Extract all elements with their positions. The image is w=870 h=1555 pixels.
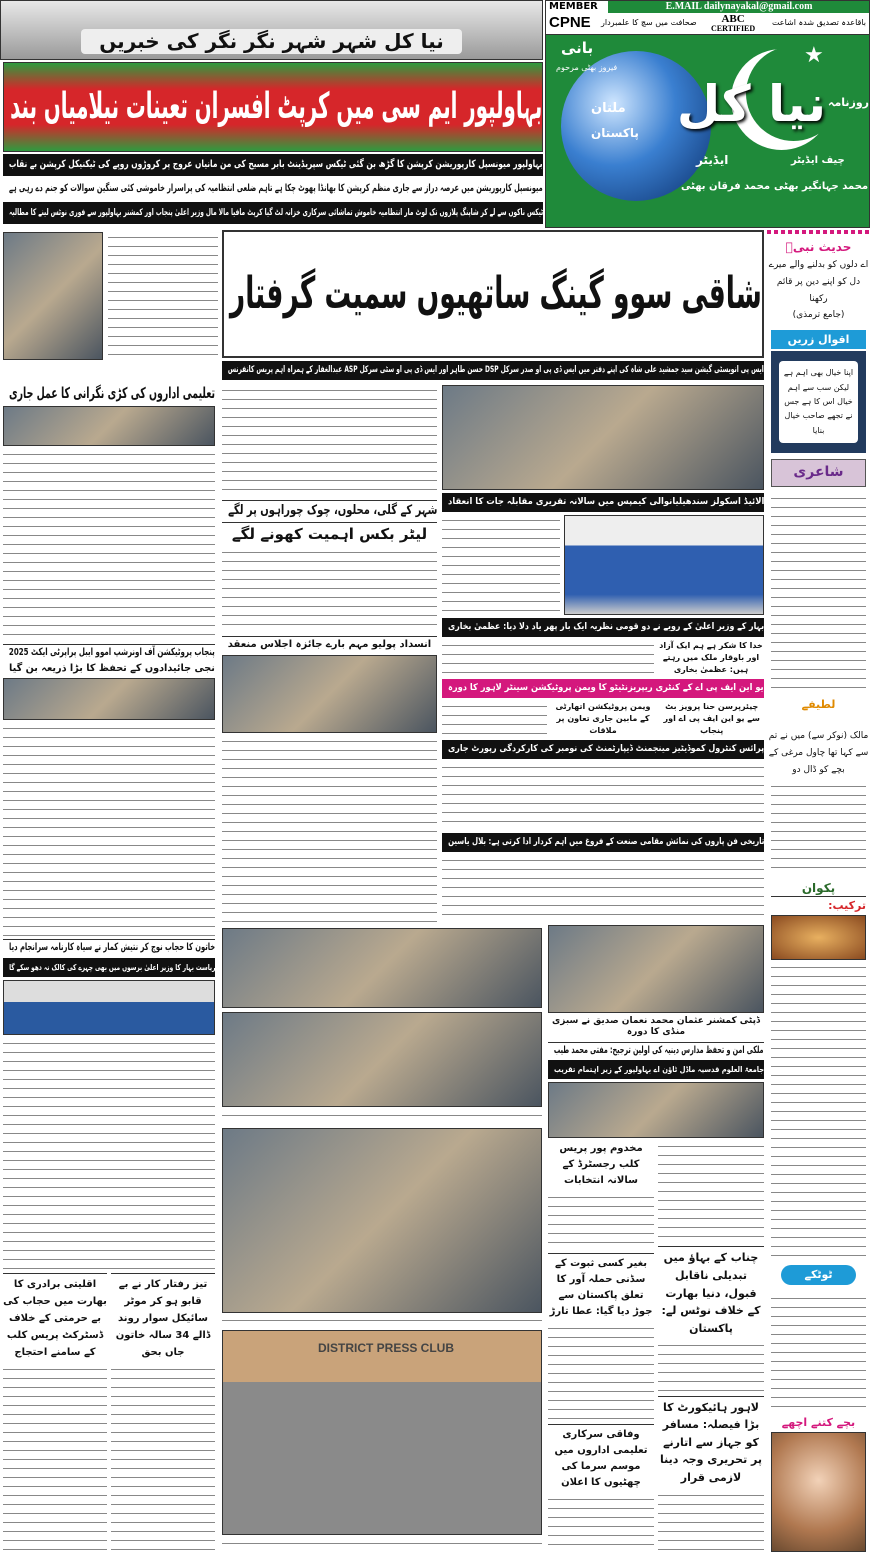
photo-caption [222, 1538, 542, 1550]
bottom-b2: مخدوم پور پریس کلب رجسٹرڈ کے سالانہ انتخابات [559, 1143, 643, 1186]
left-h2b-box [3, 663, 215, 676]
hadith-text: اے دلوں کو بدلنے والے میرے دل کو اپنے دین پر قائم رکھنا [768, 260, 869, 305]
email: E.MAIL dailynayakal@gmail.com [608, 1, 870, 13]
main-strip-box [222, 361, 764, 380]
lead-sub-2: میونسپل کارپوریشن میں عرصہ دراز سے جاری منظم کرپشن کا بھانڈا پھوٹ چکا ہے تاہم ضلعی انتظامیہ کی پراسرار خاموشی کئی سنگین سوالات کو جنم دے رہی ہے [9, 183, 543, 194]
bottom-b4: چناب کے بہاؤ میں تبدیلی ناقابل قبول، دنیا بھارت کے خلاف نوٹس لے: پاکستان [658, 1246, 764, 1337]
bottom-b1-strip-box [548, 1060, 764, 1079]
rm-strip-2: بہار کے وزیر اعلیٰ کے رویے نے دو قومی نظریہ ایک بار پھر یاد دلا دیا: عظمیٰ بخاری [447, 622, 764, 632]
article-text [548, 1192, 654, 1250]
photo-madrasa [548, 1082, 764, 1138]
founder-label: بانی [561, 39, 594, 57]
chief-editor: محمد جہانگیر بھٹی [774, 181, 869, 192]
middle-h1b-box [222, 522, 437, 544]
lead-sub-1-box [3, 154, 543, 176]
main-headline-text: شاقی سوو گینگ ساتھیوں سمیت گرفتار [230, 268, 762, 319]
article-text [548, 1494, 654, 1552]
rm-strip-1-box [442, 493, 764, 512]
bottom-b3: بغیر کسی ثبوت کے سڈنی حملہ آور کا تعلق پاکستان سے جوڑ دیا گیا: عطا تارڑ [548, 1253, 654, 1320]
middle-h2-box [222, 636, 437, 652]
lead-headline-text: بہاولپور ایم سی میں کرپٹ افسران تعینات نیلامیاں بند [9, 86, 542, 127]
dc-caption: ڈپٹی کمشنر عثمان محمد نعمان صدیق نے سبزی منڈی کا دورہ [552, 1016, 760, 1038]
main-strip: ایس پی انویسٹی گیشن سید جمشید علی شاہ کی اپنے دفتر میں ایس ڈی پی او صدر سرکل DSP حسن طاہر اور ایس ڈی پی او سٹی سرکل ASP عبدالغفار کے ہمراہ اہم پریس کانفرنس [228, 365, 764, 375]
aqwal-text: اپنا خیال بھی اہم ہے لیکن سب سے اہم خیال اس کا ہے جس نے تجھے صاحب خیال بنایا [779, 361, 858, 443]
middle-h1a: شہر کے گلی، محلوں، چوک چوراہوں پر لگے [227, 502, 437, 518]
bottom-b1-strip: جامعۃ العلوم قدسیہ ماڈل ٹاؤن اے بہاولپور کے زیر اہتمام تقریب [553, 1065, 764, 1074]
rm-strip-2-box [442, 618, 764, 637]
article-text [3, 449, 215, 642]
left-h3-strip: ریاست بہار کا وزیر اعلیٰ برسوں میں بھی چہرے کی کالک نہ دھو سکے گا [8, 962, 215, 972]
newspaper-name: نیا کل [676, 75, 826, 133]
banner-title: نیا کل شہر شہر نگر نگر کی خبریں [99, 29, 444, 53]
photo-meeting [222, 655, 437, 733]
left-h1-box [3, 384, 215, 403]
rm-strip-5-box [442, 833, 764, 852]
photo-child [771, 1432, 866, 1552]
hadith-title: حدیث نبیؐ [785, 240, 852, 254]
bottom-b6: وفاقی سرکاری تعلیمی اداروں میں موسم سرما کی چھٹیوں کا اعلان [548, 1424, 654, 1491]
city-pakistan: پاکستان [591, 126, 639, 140]
middle-h1b: لیٹر بکس اہمیت کھونے لگے [231, 524, 428, 543]
totke-text [771, 1293, 866, 1408]
photo [3, 678, 215, 720]
article-text [222, 736, 437, 923]
photo-vegetable-market [548, 925, 764, 1013]
article-text [111, 1364, 215, 1552]
article-text [442, 855, 764, 923]
poetry-text [771, 493, 866, 688]
totke-title: ٹوٹکے [781, 1265, 856, 1285]
left-h3-box [3, 939, 215, 955]
left-h2a: پنجاب پروٹیکشن آف اونرشپ اموو ایبل پراپرٹی ایکٹ 2025 [9, 647, 215, 659]
right-middle-column [442, 385, 764, 922]
left-h1: تعلیمی اداروں کی کڑی نگرانی کا عمل جاری [8, 384, 215, 402]
editor-label: ایڈیٹر [696, 153, 729, 167]
banner-title-box [81, 29, 462, 54]
left-h4: اقلیتی برادری کا بھارت میں حجاب کی بے حرمتی کے خلاف ڈسٹرکٹ پریس کلب کے سامنے احتجاج [3, 1273, 107, 1361]
article-text [658, 1141, 764, 1243]
photo-caption [222, 1110, 542, 1122]
cpne-label: CPNE [549, 14, 591, 31]
photo-rescue [222, 1012, 542, 1107]
editor: محمد فرقان بھٹی [681, 181, 771, 192]
latife-more [771, 781, 866, 871]
abc-certified: ABC CERTIFIED [711, 13, 756, 33]
sidebar [767, 230, 870, 1552]
rm-strip-4: پرائس کنٹرول کموڈیٹیز مینجمنٹ ڈیپارٹمنٹ کی نومبر کی کارکردگی رپورٹ جاری [447, 744, 764, 754]
city-multan: ملتان [591, 101, 626, 116]
member-label: MEMBER [549, 1, 598, 12]
article-text [658, 1490, 764, 1552]
masthead: MEMBER CPNE E.MAIL dailynayakal@gmail.com صحافت میں سچ کا علمبردار ABC CERTIFIED باقاعدہ تصدیق شدہ اشاعت ★ بانی فیروز بھٹی مرحوم ملتان پاکستان نیا کل روزنامہ ایڈیٹر محمد فرقان بھٹی چیف ایڈیٹر محمد جہانگیر بھٹی [545, 0, 870, 228]
main-headline [222, 230, 764, 358]
left-h2b: نجی جائیدادوں کے تحفظ کا بڑا ذریعہ بن گیا [9, 662, 215, 674]
lead-sub-2-box [3, 178, 543, 200]
photo [3, 406, 215, 446]
photo-food-inspection [222, 1128, 542, 1313]
recipe-text [771, 962, 866, 1257]
article-text [3, 1038, 215, 1271]
left-h5: تیز رفتار کار نے بے قابو ہو کر موٹر سائیکل سوار روند ڈالے 34 سالہ خاتون جاں بحق [111, 1273, 215, 1361]
rm-quote: خدا کا شکر ہے ہم ایک آزاد اور باوقار ملک میں رہتے ہیں: عظمیٰ بخاری [659, 641, 763, 674]
photo-students [564, 515, 764, 615]
left-h3-strip-box [3, 958, 215, 977]
middle-h2: انسداد پولیو مہم بارے جائزہ اجلاس منعقد [227, 639, 432, 650]
photo-accident [222, 928, 542, 1008]
rm-s3a: چیئرپرسن حنا پرویز بٹ سے یو این ایف پی اے اور پنجاب [663, 702, 760, 735]
article-text [3, 723, 215, 936]
tarkeeb-label: ترکیب: [828, 899, 866, 913]
press-club-sign: DISTRICT PRESS CLUB [318, 1341, 455, 1355]
middle-h1a-box [222, 500, 437, 519]
bottom-b1: ملکی امن و تحفظ مدارس دینیہ کی اولین ترجیح: مفتی محمد طیب [554, 1044, 764, 1056]
tagline-right: باقاعدہ تصدیق شدہ اشاعت [771, 18, 866, 27]
pakwan-title: پکوان [771, 881, 866, 897]
article-text [442, 515, 560, 615]
bottom-b1-box [548, 1042, 764, 1058]
latife-title: لطیفے [801, 697, 836, 711]
rm-strip-4-box [442, 740, 764, 759]
latife-text: مالک (نوکر سے) میں نے تم سے کہا تھا چاول مرغی کے بچے کو ڈال دو [768, 730, 869, 775]
bottom-b5: لاہور ہائیکورٹ کا بڑا فیصلہ: مسافر کو جہاز سے اتارنے پر تحریری وجہ دینا لازمی قرار [658, 1396, 764, 1487]
tagline-left: صحافت میں سچ کا علمبردار [601, 18, 697, 27]
banner-photo-strip [0, 0, 543, 60]
chief-editor-label: چیف ایڈیٹر [791, 155, 845, 166]
lead-sub-3-box [3, 202, 543, 224]
roznama: روزنامہ [828, 96, 870, 109]
hadith-source: (جامع ترمذی) [792, 310, 845, 321]
article-text [548, 1323, 654, 1421]
rm-s3b: ویمن پروٹیکشن اتھارٹی کے مابین جاری تعاون پر ملاقات [555, 702, 651, 735]
rm-strip-3-box [442, 679, 764, 698]
lead-sub-3: ٹیکس ناکوں سے لے کر شاپنگ پلازوں تک لوٹ مار انتظامیہ خاموش تماشائی سرکاری خزانہ لٹ گیا کرپٹ مافیا مالا مال وزیر اعلیٰ پنجاب اور کمشنر بہاولپور سے فوری نوٹس لینے کا مطالبہ [8, 208, 543, 218]
lead-headline [3, 62, 543, 152]
photo-protest [3, 980, 215, 1035]
photo-press-club-protest [222, 1330, 542, 1535]
left-h2a-box [3, 644, 215, 660]
aqwal-box [771, 351, 866, 453]
rm-strip-3: یو این ایف پی اے کے کنٹری ریپریزنٹیٹو کا ویمن پروٹیکشن سینٹر لاہور کا دورہ [448, 683, 764, 693]
photo-caption [222, 1315, 542, 1327]
article-text [222, 385, 437, 497]
aqwal-title: اقوال زریں [771, 330, 866, 350]
photo-press-conference [442, 385, 764, 490]
lead-sub-1: بہاولپور میونسپل کارپوریشن کرپشن کا گڑھ بن گئی ٹیکس سپریڈینٹ بابر مسیح کی من مانیاں عروج پر کروڑوں روپے کی ٹیکنیکل کرپشن بے نقاب [9, 159, 543, 170]
founder: فیروز بھٹی مرحوم [556, 63, 618, 72]
bottom-column [548, 925, 764, 1552]
article-text [3, 1364, 107, 1552]
bache-title: بچے کتنے اچھے [781, 1416, 856, 1430]
article-text [442, 762, 764, 830]
rm-strip-5: تاریخی فن پاروں کی نمائش مقامی صنعت کے فروغ میں اہم کردار ادا کرتی ہے: بلال یاسین [447, 836, 764, 847]
article-text [442, 701, 547, 737]
left-column [3, 384, 215, 1552]
shayari-title: شاعری [771, 459, 866, 487]
article-text [658, 1340, 764, 1392]
left-h3: خاتون کا حجاب نوچ کر نتیش کمار نے سیاہ کارنامہ سرانجام دیا [8, 942, 215, 954]
photo-dish [771, 915, 866, 960]
article-text [442, 640, 654, 676]
rm-strip-1: الائیڈ اسکولز سندھیلیانوالی کیمپس میں سالانہ تقریری مقابلہ جات کا انعقاد [447, 497, 764, 507]
